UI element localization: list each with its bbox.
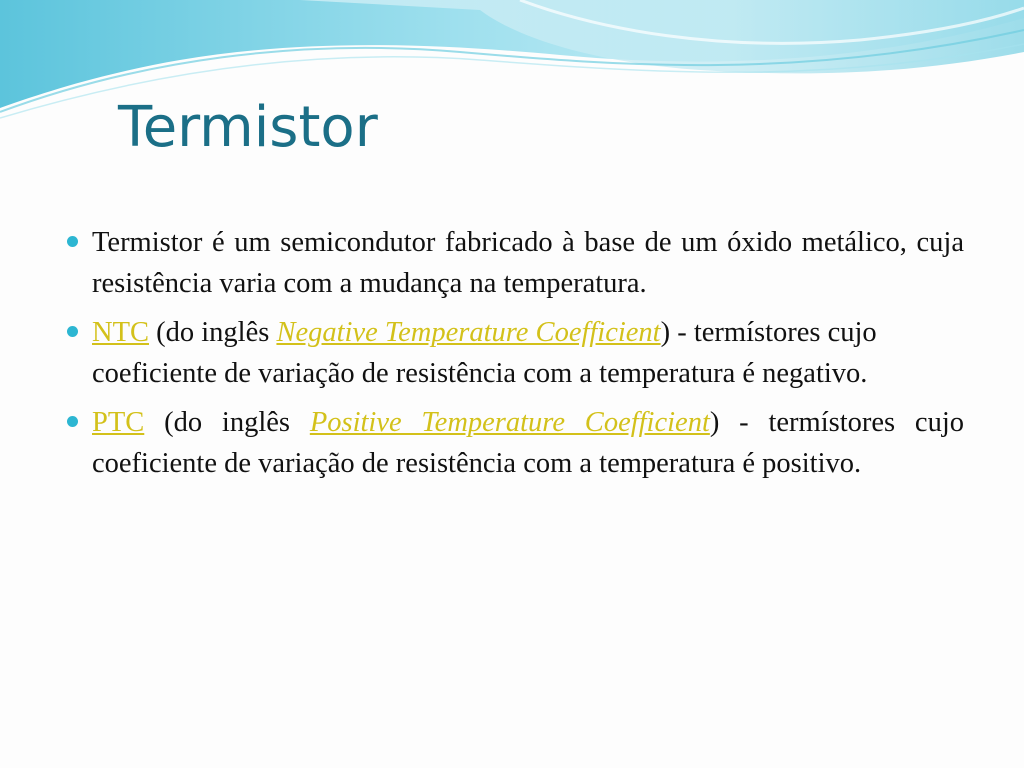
ptc-paren-open: (do inglês [144,407,310,438]
bullet-item-ntc [62,312,964,394]
slide-title: Termistor [118,95,378,160]
ptc-link[interactable]: PTC [92,407,145,438]
bullet-text: Termistor é um semicondutor fabricado à base de um óxido metálico, cuja resistência varia com a mudança na temperatura. [92,227,964,299]
bullet-dot-icon [67,236,78,247]
bullet-dot-icon [67,326,78,337]
ntc-description: ) - termístores cujo coeficiente de variação de resistência com a temperatura é negativo. [92,317,877,389]
ptc-description: ) - termístores cujo coeficiente de variação de resistência com a temperatura é positivo. [92,407,964,479]
bullet-item-ptc [62,402,964,484]
ntc-expansion-link[interactable]: Negative Temperature Coefficient [276,317,661,348]
bullet-dot-icon [67,416,78,427]
ntc-paren-open: (do inglês [149,317,277,348]
bullet-item-termistor [62,222,964,304]
ptc-expansion-link[interactable]: Positive Temperature Coefficient [309,407,710,438]
bullet-list [62,222,964,492]
ntc-link[interactable]: NTC [92,317,149,348]
